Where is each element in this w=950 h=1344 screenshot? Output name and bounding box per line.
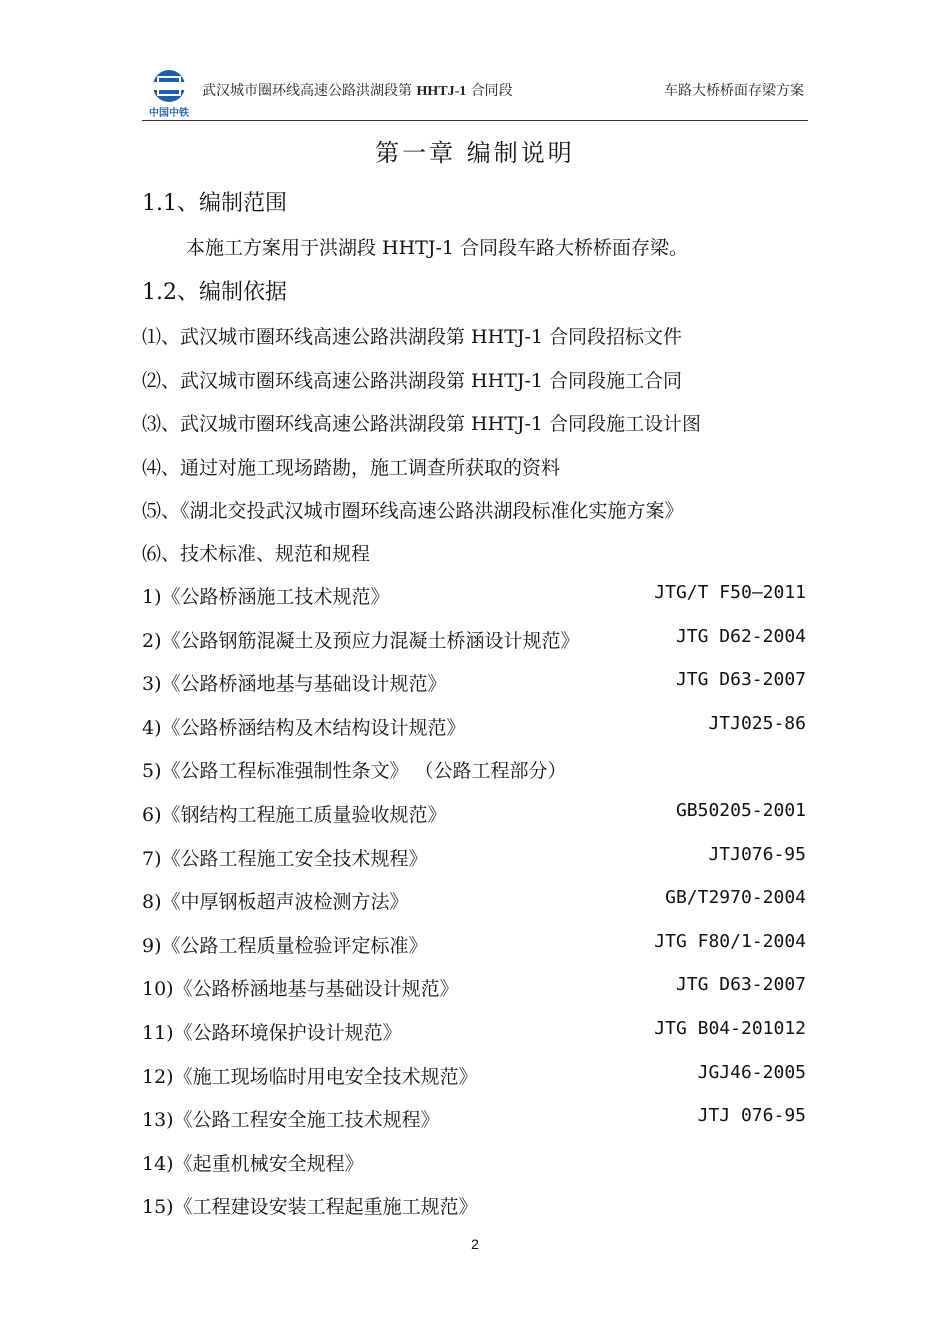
- standard-code: JTJ025-86: [708, 712, 806, 734]
- standard-code: JGJ46-2005: [697, 1061, 806, 1083]
- standard-title: 12)《施工现场临时用电安全技术规范》: [142, 1065, 478, 1088]
- header-rule: [142, 120, 808, 121]
- standard-row: [142, 931, 806, 957]
- standard-title: 7)《公路工程施工安全技术规程》: [142, 847, 428, 870]
- standard-title: 3)《公路桥涵地基与基础设计规范》: [142, 673, 447, 696]
- standard-title: 6)《钢结构工程施工质量验收规范》: [142, 804, 447, 826]
- standard-title: 2)《公路钢筋混凝土及预应力混凝土桥涵设计规范》: [142, 629, 580, 652]
- standard-row: [142, 974, 806, 1000]
- standard-code: JTG D63-2007: [675, 669, 806, 691]
- standard-row: [142, 756, 806, 782]
- standard-title: 9)《公路工程质量检验评定标准》: [142, 934, 428, 957]
- basis-item: ⑴、武汉城市圈环线高速公路洪湖段第 HHTJ-1 合同段招标文件: [142, 326, 683, 348]
- standard-code: JTG F80/1-2004: [654, 930, 806, 952]
- section-title-basis: 1.2、编制依据: [142, 280, 287, 305]
- standard-code: JTG D62-2004: [675, 625, 806, 647]
- standard-code: JTG/T F50—2011: [654, 582, 806, 603]
- standard-title: 13)《公路工程安全施工技术规程》: [142, 1109, 440, 1132]
- standard-row: [142, 1018, 806, 1044]
- standard-row: [142, 1062, 806, 1088]
- standard-title: 5)《公路工程标准强制性条文》 （公路工程部分）: [142, 760, 567, 783]
- svg-text:中国中铁: 中国中铁: [149, 108, 189, 119]
- page-number: 2: [471, 1236, 479, 1252]
- standard-title: 4)《公路桥涵结构及木结构设计规范》: [142, 716, 466, 739]
- basis-item: ⑹、技术标准、规范和规程: [142, 543, 371, 565]
- standard-row: [142, 582, 806, 608]
- page-header: [142, 64, 808, 120]
- standard-row: [142, 1105, 806, 1131]
- standard-code: GB/T2970-2004: [665, 887, 806, 909]
- standard-code: GB50205-2001: [675, 800, 806, 821]
- standard-title: 1)《公路桥涵施工技术规范》: [142, 586, 390, 608]
- standard-code: JTG D63-2007: [675, 974, 806, 996]
- standard-code: JTJ076-95: [708, 843, 806, 865]
- basis-item: ⑷、通过对施工现场踏勘，施工调查所获取的资料: [142, 457, 561, 479]
- basis-item: ⑸、《湖北交投武汉城市圈环线高速公路洪湖段标准化实施方案》: [142, 500, 684, 522]
- header-project-title: 武汉城市圈环线高速公路洪湖段第 HHTJ-1 合同段: [202, 83, 513, 99]
- chapter-title: 第一章 编制说明: [375, 139, 575, 167]
- standard-code: JTJ 076-95: [697, 1105, 806, 1127]
- standard-code: JTG B04-201012: [654, 1018, 806, 1039]
- scope-paragraph: 本施工方案用于洪湖段 HHTJ-1 合同段车路大桥桥面存梁。: [186, 237, 689, 259]
- basis-item: ⑵、武汉城市圈环线高速公路洪湖段第 HHTJ-1 合同段施工合同: [142, 370, 683, 392]
- standard-row: [142, 1149, 806, 1175]
- standard-row: [142, 669, 806, 695]
- standard-title: 14)《起重机械安全规程》: [142, 1152, 364, 1175]
- standard-row: [142, 887, 806, 913]
- standard-row: [142, 713, 806, 739]
- standard-title: 8)《中厚钢板超声波检测方法》: [142, 891, 409, 914]
- standard-title: 11)《公路环境保护设计规范》: [142, 1022, 402, 1044]
- standard-title: 10)《公路桥涵地基与基础设计规范》: [142, 978, 459, 1001]
- basis-item: ⑶、武汉城市圈环线高速公路洪湖段第 HHTJ-1 合同段施工设计图: [142, 413, 702, 435]
- standard-row: [142, 844, 806, 870]
- header-document-title: 车路大桥桥面存梁方案: [664, 83, 804, 99]
- crec-logo-icon: [142, 68, 196, 120]
- standard-row: [142, 800, 806, 826]
- standard-title: 15)《工程建设安装工程起重施工规范》: [142, 1196, 478, 1219]
- standard-row: [142, 626, 806, 652]
- standard-row: [142, 1192, 806, 1218]
- section-title-scope: 1.1、编制范围: [142, 191, 287, 216]
